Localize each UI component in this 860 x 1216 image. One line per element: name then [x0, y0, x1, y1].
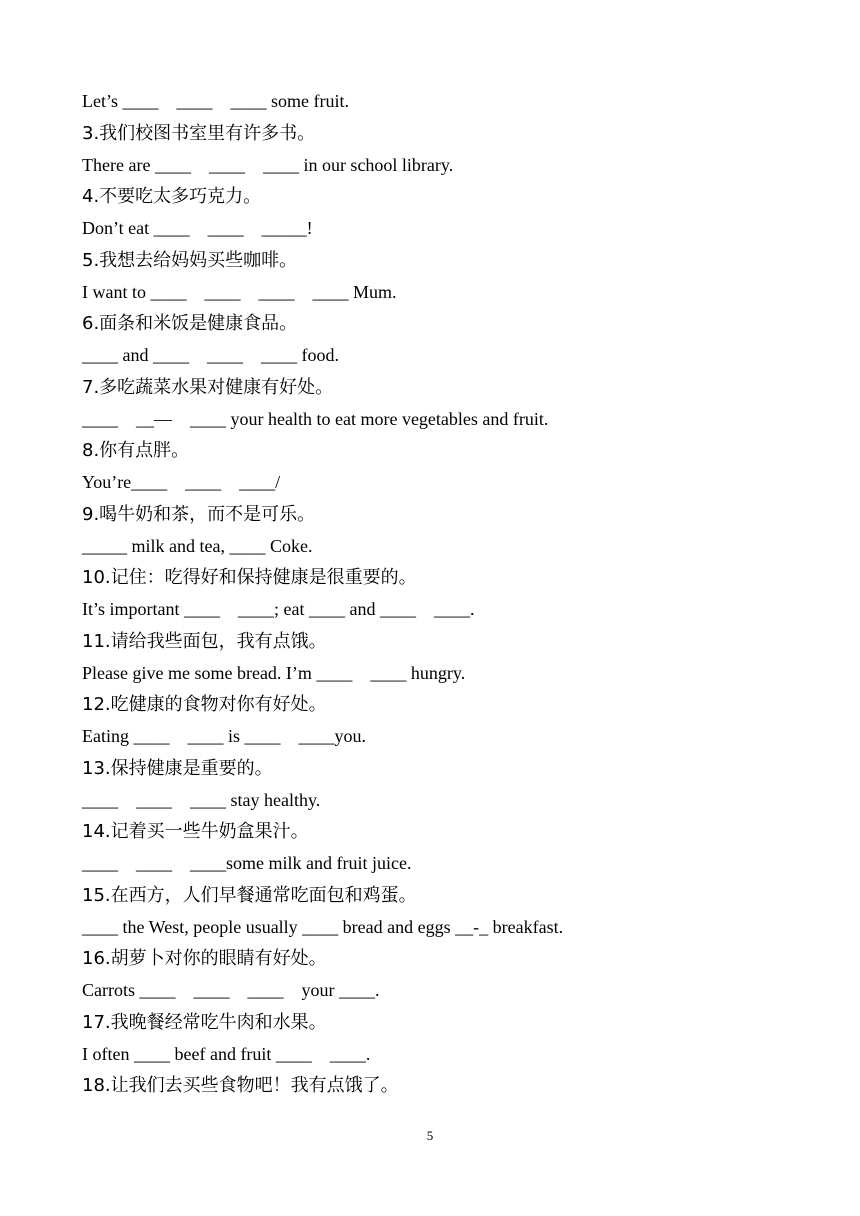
question-line: 17.我晚餐经常吃牛肉和水果。 [82, 1011, 327, 1033]
answer-line: It’s important ____ ____; eat ____ and ____ ____. [82, 599, 475, 619]
answer-line: _____ milk and tea, ____ Coke. [82, 535, 313, 556]
page-number: 5 [426, 1128, 434, 1143]
question-line: 15.在西方，人们早餐通常吃面包和鸡蛋。 [82, 884, 417, 906]
question-line: 14.记着买一些牛奶盒果汁。 [82, 821, 309, 843]
exercise-list [82, 86, 782, 1102]
answer-line: ____ ____ ____some milk and fruit juice. [82, 853, 412, 873]
question-line: 6.面条和米饭是健康食品。 [82, 313, 298, 335]
answer-line: I often ____ beef and fruit ____ ____. [82, 1043, 371, 1064]
answer-line: Please give me some bread. I’m ____ ____ hungry. [82, 662, 466, 683]
answer-line: ____ __— ____ your health to eat more vegetables and fruit. [82, 408, 549, 429]
question-line: 8.你有点胖。 [82, 440, 190, 462]
answer-line: There are ____ ____ ____ in our school library. [82, 154, 454, 175]
answer-line: You’re____ ____ ____/ [82, 472, 281, 492]
answer-line: Don’t eat ____ ____ _____! [82, 218, 313, 238]
answer-line: ____ and ____ ____ ____ food. [82, 345, 339, 365]
question-line: 16.胡萝卜对你的眼睛有好处。 [82, 948, 327, 970]
question-line: 13.保持健康是重要的。 [82, 757, 273, 779]
question-line: 7.多吃蔬菜水果对健康有好处。 [82, 376, 334, 398]
question-line: 3.我们校图书室里有许多书。 [82, 122, 316, 144]
answer-line: ____ the West, people usually ____ bread and eggs __-_ breakfast. [82, 916, 564, 937]
question-line: 4.不要吃太多巧克力。 [82, 186, 262, 208]
question-line: 11.请给我些面包，我有点饿。 [82, 630, 327, 652]
answer-line: Eating ____ ____ is ____ ____you. [82, 726, 366, 746]
question-line: 10.记住：吃得好和保持健康是很重要的。 [82, 567, 417, 589]
question-line: 9.喝牛奶和茶，而不是可乐。 [82, 503, 316, 525]
question-line: 18.让我们去买些食物吧！我有点饿了。 [82, 1075, 399, 1097]
question-line: 5.我想去给妈妈买些咖啡。 [82, 249, 298, 271]
answer-line: Let’s ____ ____ ____ some fruit. [82, 91, 349, 111]
answer-line: I want to ____ ____ ____ ____ Mum. [82, 281, 397, 302]
question-line: 12.吃健康的食物对你有好处。 [82, 694, 327, 716]
answer-line: Carrots ____ ____ ____ your ____. [82, 980, 380, 1000]
answer-line: ____ ____ ____ stay healthy. [82, 789, 321, 810]
